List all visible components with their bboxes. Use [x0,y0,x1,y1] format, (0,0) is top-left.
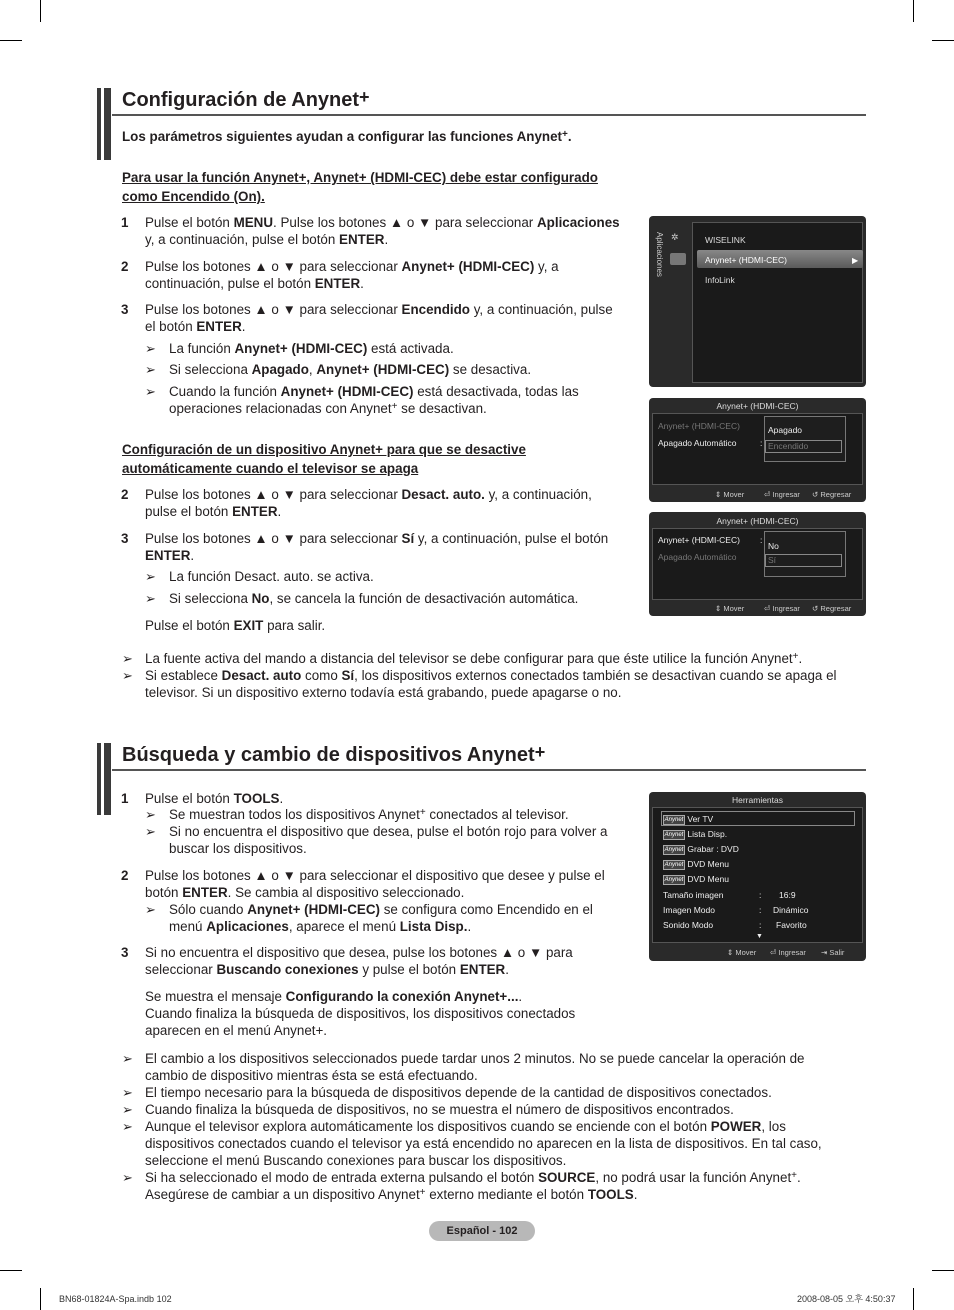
note-text: Asegúrese de cambiar a un dispositivo Anynet+ externo mediante el botón TOOLS. [145,1187,638,1202]
note-text: Se muestran todos los dispositivos Anynet+ conectados al televisor. [169,807,569,822]
setting-row: Apagado Automático [658,438,737,448]
footer-move: ⇕ Mover [715,604,745,613]
subheading: Configuración de un dispositivo Anynet+ para que se desactive [122,442,526,457]
setting-row: Anynet+ (HDMI-CEC) [658,535,740,545]
menu-item-wiselink[interactable]: WISELINK [705,235,746,245]
exit-icon: ⇥ [821,948,828,957]
message-text: Cuando finaliza la búsqueda de dispositivos, los dispositivos conectados [145,1006,576,1021]
step-text: el botón ENTER. [145,319,246,334]
side-label: Aplicaciones [655,232,664,277]
colon: : [760,438,763,448]
footer-enter: ⏎ Ingresar [764,604,800,613]
anynet-logo-icon: Anynet [664,816,684,823]
note-arrow-icon: ➢ [122,1119,133,1134]
section-title: Búsqueda y cambio de dispositivos Anynet+ [122,742,546,766]
note-text: televisor. Si un dispositivo externo todavía está grabando, puede apagarse o no. [145,685,622,700]
crop-mark [40,1288,41,1310]
tools-item-dvd-menu[interactable]: Anynet DVD Menu [664,874,729,884]
crop-mark [0,40,22,41]
colon: : [759,890,762,900]
step-number: 3 [121,945,129,960]
note-text: Aunque el televisor explora automáticamente los dispositivos cuando se enciende con el botón POWER, los [145,1119,786,1134]
return-icon: ↺ [812,604,819,613]
option-encendido[interactable]: Encendido [768,441,809,451]
footer-move: ⇕ Mover [715,490,745,499]
footer-back: ↺ Regresar [812,604,852,613]
tv-screen-auto-off [649,512,866,616]
note-text: La función Desact. auto. se activa. [169,569,374,584]
subheading: como Encendido (On). [122,189,265,204]
tools-item-lista-disp[interactable]: Anynet Lista Disp. [664,829,728,839]
step-text: seleccionar Buscando conexiones y pulse el botón ENTER. [145,962,509,977]
step-text: continuación, pulse el botón ENTER. [145,276,364,291]
option-highlight [765,554,842,567]
note-text: La fuente activa del mando a distancia del televisor se debe configurar para que éste utilice la función Anynet+. [145,651,803,666]
note-text: dispositivos conectados cuando el televisor ya está encendido no aparecen en la lista de dispositivos. En tal caso, [145,1136,822,1151]
options-box [764,416,846,462]
step-number: 3 [121,531,129,546]
note-arrow-icon: ➢ [145,824,156,839]
step-number: 2 [121,868,129,883]
message-text: aparecen en el menú Anynet+. [145,1023,328,1038]
step-text: Si no encuentra el dispositivo que desea, pulse los botones ▲ o ▼ para [145,945,573,960]
note-arrow-icon: ➢ [145,384,156,399]
step-text: Pulse los botones ▲ o ▼ para seleccionar el dispositivo que desee y pulse el [145,868,605,883]
subheading: automáticamente cuando el televisor se apaga [122,461,419,476]
tv-screen-applications [649,216,866,387]
footer-exit: ⇥ Salir [821,948,845,957]
crop-mark [932,40,954,41]
setting-value: Favorito [776,920,807,930]
subheading: Para usar la función Anynet+, Anynet+ (HDMI-CEC) debe estar configurado [122,170,598,185]
intro-text: Los parámetros siguientes ayudan a configurar las funciones Anynet+. [122,129,572,144]
note-text: El cambio a los dispositivos seleccionados puede tardar unos 2 minutos. No se puede cancelar la operación de [145,1051,805,1066]
colon: : [760,535,763,545]
note-arrow-icon: ➢ [145,807,156,822]
note-text: La función Anynet+ (HDMI-CEC) está activada. [169,341,454,356]
section-bar [104,88,111,160]
exit-text: Pulse el botón EXIT para salir. [145,618,326,633]
note-arrow-icon: ➢ [145,591,156,606]
step-text: Pulse los botones ▲ o ▼ para seleccionar Encendido y, a continuación, pulse [145,302,613,317]
step-number: 3 [121,302,129,317]
crop-mark [40,0,41,22]
note-text: Si selecciona Apagado, Anynet+ (HDMI-CEC) se desactiva. [169,362,532,377]
note-arrow-icon: ➢ [122,1170,133,1185]
footer-file: BN68-01824A-Spa.indb 102 [59,1294,172,1304]
colon: : [759,905,762,915]
move-icon: ⇕ [715,490,722,499]
crop-mark [913,0,914,22]
step-text: pulse el botón ENTER. [145,504,282,519]
section-bar [97,743,101,815]
note-text: operaciones relacionadas con Anynet+ se desactivan. [169,401,487,416]
move-icon: ⇕ [715,604,722,613]
note-text: Cuando la función Anynet+ (HDMI-CEC) está desactivada, todas las [169,384,579,399]
step-text: Pulse el botón MENU. Pulse los botones ▲ o ▼ para seleccionar Aplicaciones [145,215,620,230]
colon: : [759,920,762,930]
option-apagado[interactable]: Apagado [768,425,803,435]
tools-item-ver-tv[interactable]: Anynet Ver TV [664,814,714,824]
screen-header: Anynet+ (HDMI-CEC) [716,401,799,411]
tv-screen-anynet-off [649,398,866,502]
note-text: Si no encuentra el dispositivo que desea, pulse el botón rojo para volver a [169,824,608,839]
footer-move: ⇕ Mover [727,948,757,957]
setting-row: Apagado Automático [658,552,737,562]
step-number: 2 [121,487,129,502]
tools-item-dvd-menu[interactable]: Anynet DVD Menu [664,859,729,869]
footer-enter: ⏎ Ingresar [764,490,800,499]
step-text: ENTER. [145,548,195,563]
page-title: Configuración de Anynet+ [122,87,370,111]
note-text: El tiempo necesario para la búsqueda de dispositivos depende de la cantidad de dispositivos conectados. [145,1085,772,1100]
option-si[interactable]: Sí [768,555,777,565]
enter-icon: ⏎ [764,604,771,613]
note-arrow-icon: ➢ [122,651,133,666]
menu-item-anynet[interactable]: Anynet+ (HDMI-CEC) [705,255,787,265]
page-number-badge: Español - 102 [429,1221,535,1241]
return-icon: ↺ [812,490,819,499]
step-number: 1 [121,791,129,806]
crop-mark [913,1288,914,1310]
footer-back: ↺ Regresar [812,490,852,499]
option-no[interactable]: No [768,541,779,551]
screen-header: Herramientas [731,795,784,805]
note-text: buscar los dispositivos. [169,841,307,856]
step-number: 2 [121,259,129,274]
note-arrow-icon: ➢ [145,341,156,356]
note-text: Cuando finaliza la búsqueda de dispositivos, no se muestra el número de dispositivos encontrados. [145,1102,734,1117]
step-text: Pulse los botones ▲ o ▼ para seleccionar Sí y, a continuación, pulse el botón [145,531,609,546]
note-arrow-icon: ➢ [122,1051,133,1066]
note-text: cambio de dispositivo mientras ésta se está efectuando. [145,1068,478,1083]
tools-item-grabar-dvd[interactable]: Anynet Grabar : DVD [664,844,739,854]
anynet-logo-icon: Anynet [664,846,684,853]
note-text: Si ha seleccionado el modo de entrada externa pulsando el botón SOURCE, no podrá usar la función Anynet+. [145,1170,801,1185]
step-text: Pulse el botón TOOLS. [145,791,284,806]
note-text: Sólo cuando Anynet+ (HDMI-CEC) se configura como Encendido en el [169,902,593,917]
anynet-logo-icon: Anynet [664,831,684,838]
setting-label[interactable]: Imagen Modo [663,905,715,915]
setting-label[interactable]: Sonido Modo [663,920,714,930]
note-text: Si selecciona No, se cancela la función de desactivación automática. [169,591,579,606]
tv-screen-tools [649,792,866,961]
menu-item-infolink[interactable]: InfoLink [705,275,735,285]
submenu-arrow-icon: ▶ [852,256,859,265]
setting-row: Anynet+ (HDMI-CEC) [658,421,740,431]
footer-enter: ⏎ Ingresar [770,948,806,957]
message-text: Se muestra el mensaje Configurando la conexión Anynet+.... [145,989,523,1004]
step-text: Pulse los botones ▲ o ▼ para seleccionar Anynet+ (HDMI-CEC) y, a [145,259,559,274]
note-arrow-icon: ➢ [145,902,156,917]
note-arrow-icon: ➢ [122,1102,133,1117]
note-text: seleccione el menú Buscando conexiones para buscar los dispositivos. [145,1153,567,1168]
applications-icon [670,253,686,265]
enter-icon: ⏎ [770,948,777,957]
note-arrow-icon: ➢ [122,668,133,683]
enter-icon: ⏎ [764,490,771,499]
step-number: 1 [121,215,129,230]
footer-timestamp: 2008-08-05 오후 4:50:37 [797,1294,896,1304]
step-text: Pulse los botones ▲ o ▼ para seleccionar Desact. auto. y, a continuación, [145,487,592,502]
note-arrow-icon: ➢ [145,362,156,377]
crop-mark [932,1270,954,1271]
title-rule [112,769,866,771]
title-rule [112,114,866,116]
step-text: y, a continuación, pulse el botón ENTER. [145,232,389,247]
setting-label[interactable]: Tamaño imagen [663,890,724,900]
scroll-down-icon[interactable]: ▼ [756,933,763,940]
section-bar [104,743,111,815]
note-arrow-icon: ➢ [122,1085,133,1100]
note-text: Si establece Desact. auto como Sí, los dispositivos externos conectados también se desactivan cuando se apaga el [145,668,837,683]
note-arrow-icon: ➢ [145,569,156,584]
note-text: menú Aplicaciones, aparece el menú Lista Disp.. [169,919,472,934]
section-bar [97,88,101,160]
crop-mark [0,1270,22,1271]
menu-panel [692,222,863,383]
setting-value: 16:9 [779,890,796,900]
screen-header: Anynet+ (HDMI-CEC) [716,516,799,526]
settings-icon: ✲ [671,232,679,242]
setting-value: Dinámico [773,905,809,915]
anynet-logo-icon: Anynet [664,876,684,883]
anynet-logo-icon: Anynet [664,861,684,868]
step-text: botón ENTER. Se cambia al dispositivo seleccionado. [145,885,465,900]
move-icon: ⇕ [727,948,734,957]
